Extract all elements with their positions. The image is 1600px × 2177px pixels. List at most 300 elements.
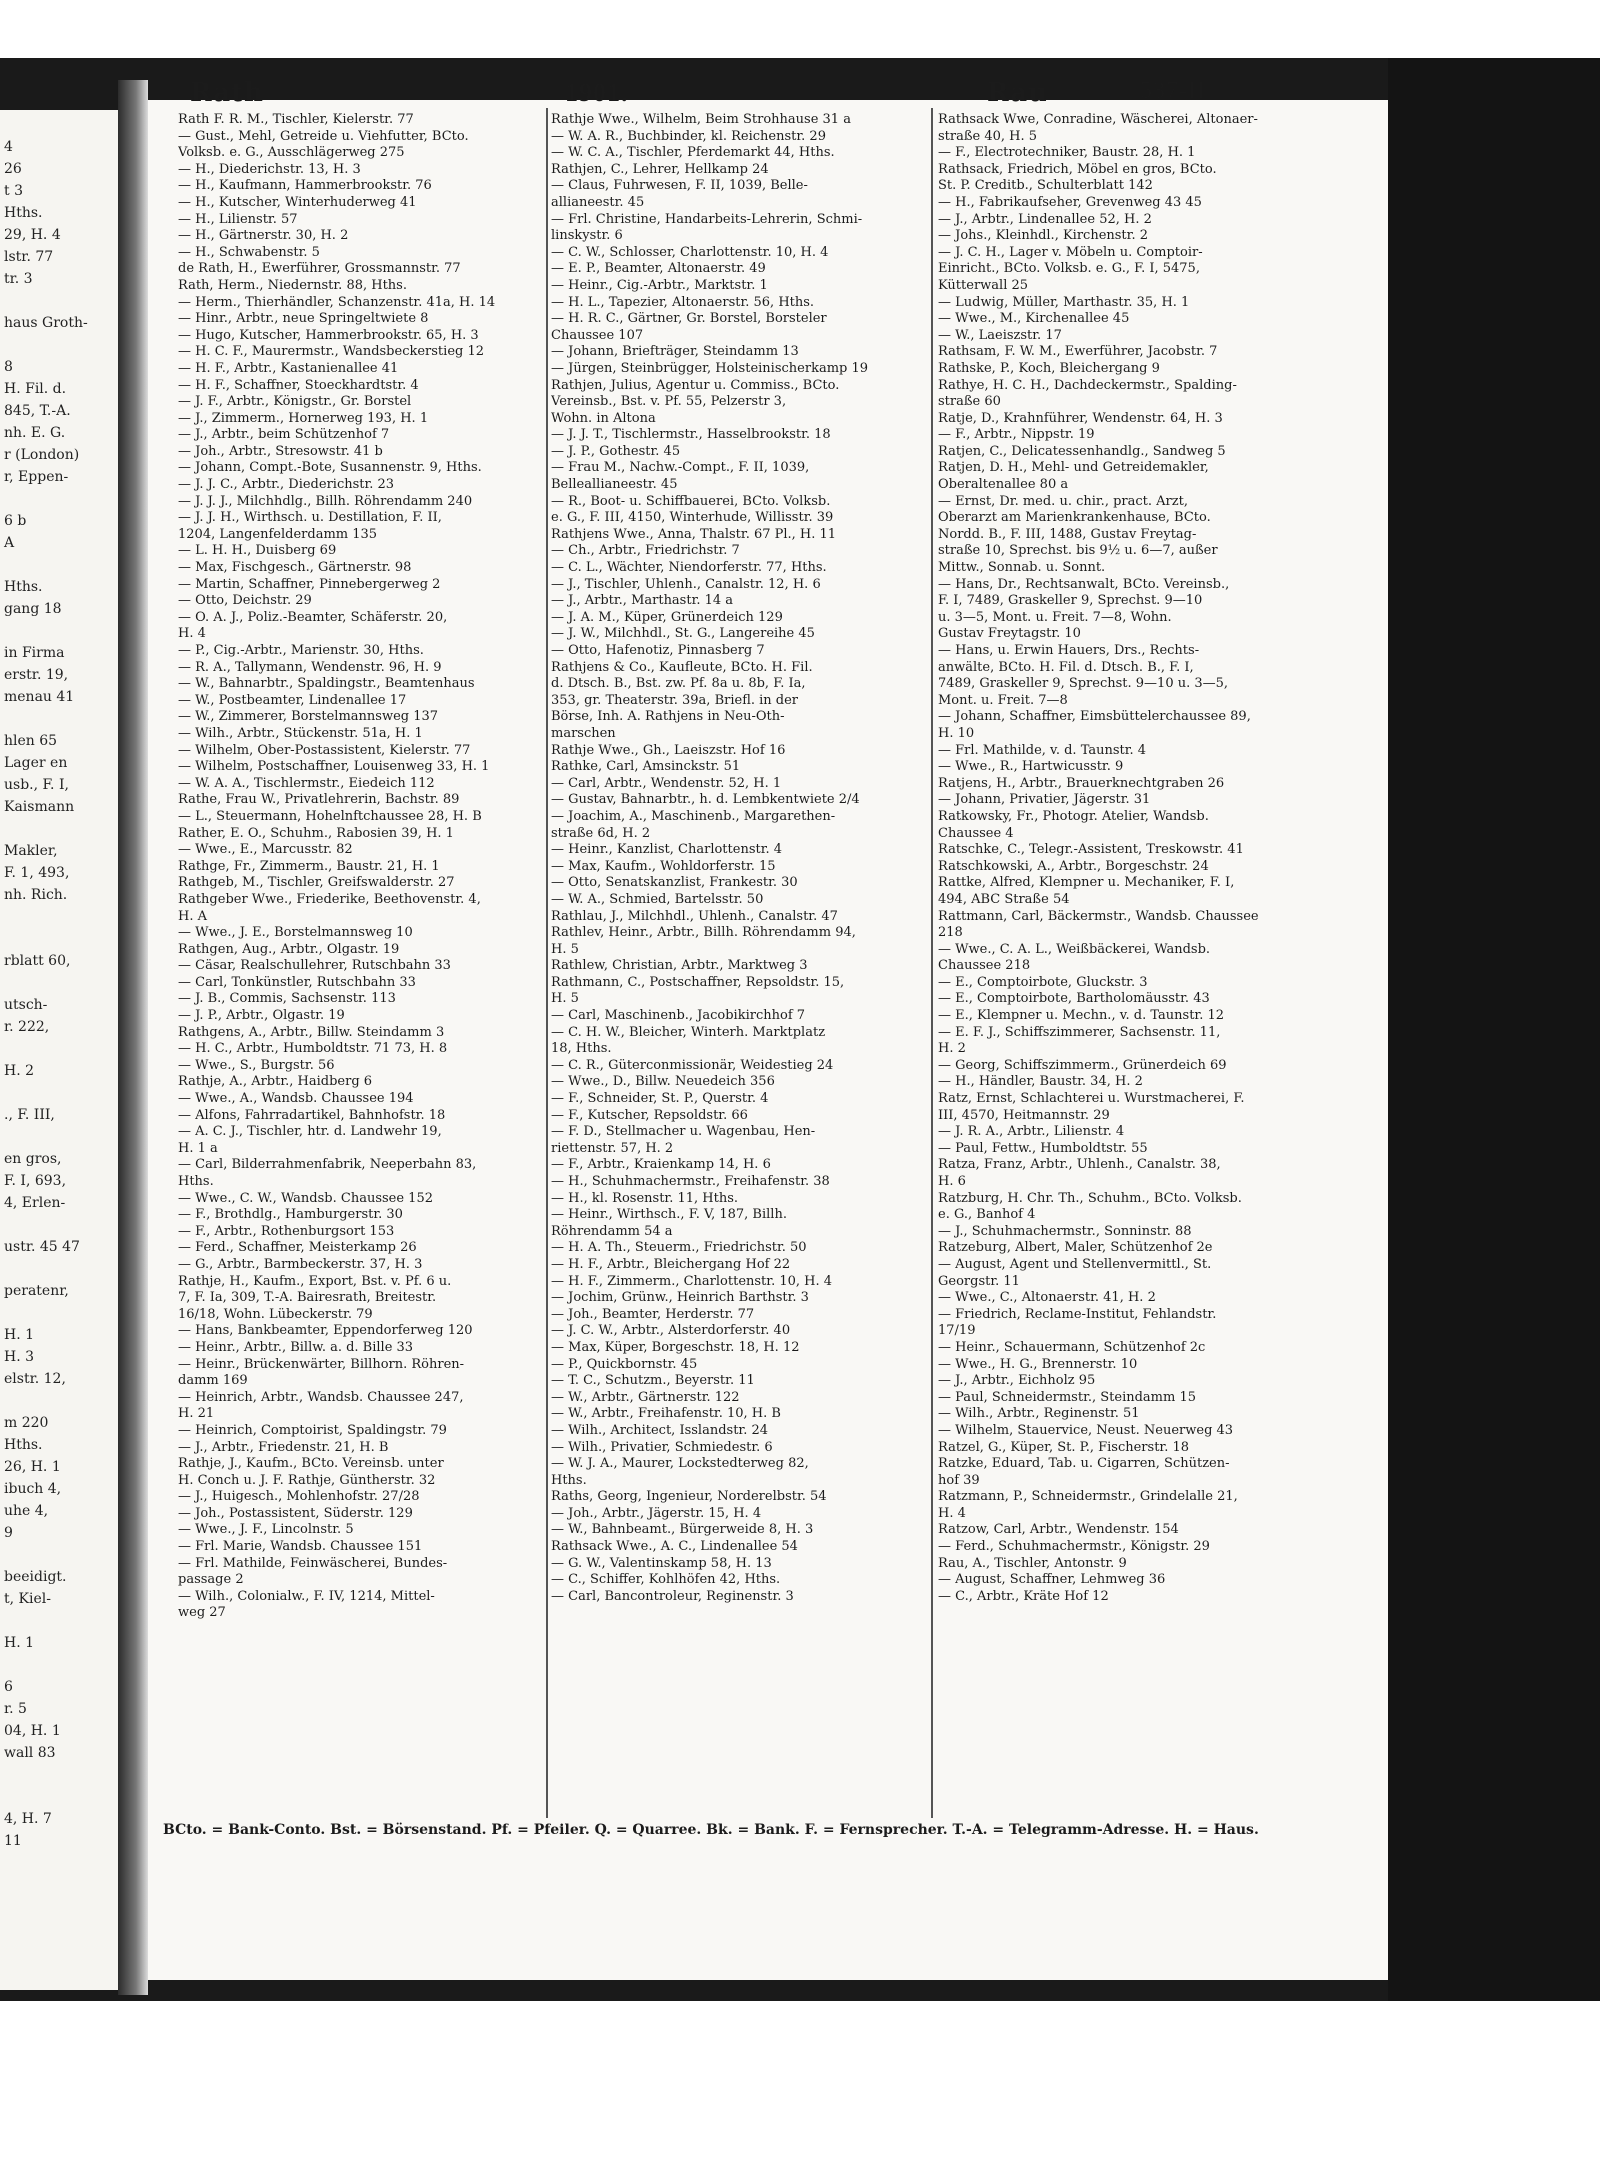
directory-entry: — Carl, Arbtr., Wendenstr. 52, H. 1 — [551, 775, 782, 791]
directory-entry: Rath F. R. M., Tischler, Kielerstr. 77 — [178, 112, 414, 127]
directory-entry: — O. A. J., Poliz.-Beamter, Schäferstr. 20, — [178, 609, 448, 625]
directory-entry: Rattke, Alfred, Klempner u. Mechaniker, F. I, — [938, 875, 1235, 891]
directory-entry: — W., Bahnarbtr., Spaldingstr., Beamtenhaus — [178, 676, 475, 692]
directory-entry: — Carl, Maschinenb., Jacobikirchhof 7 — [551, 1008, 806, 1024]
directory-entry: H. 21 — [178, 1406, 215, 1422]
directory-entry: — H., Diederichstr. 13, H. 3 — [178, 161, 361, 177]
directory-entry: straße 10, Sprechst. bis 9½ u. 6—7, außer — [938, 543, 1218, 559]
directory-entry: Oberarzt am Marienkrankenhause, BCto. — [938, 510, 1211, 526]
facing-page-fragment: nh. E. G. — [4, 425, 66, 441]
directory-entry: Ratz, Ernst, Schlachterei u. Wurstmacherei, F. — [938, 1091, 1245, 1107]
directory-entry: 7489, Graskeller 9, Sprechst. 9—10 u. 3—5, — [938, 676, 1229, 692]
facing-page-fragment: tr. 3 — [4, 271, 33, 287]
directory-entry: — C. H. W., Bleicher, Winterh. Marktplatz — [551, 1024, 826, 1040]
directory-entry: — F., Arbtr., Kraienkamp 14, H. 6 — [551, 1157, 771, 1173]
directory-entry: — Wilhelm, Stauervice, Neust. Neuerweg 43 — [938, 1422, 1234, 1438]
directory-entry: Chaussee 218 — [938, 958, 1031, 974]
right-dark-edge — [1388, 58, 1600, 2001]
directory-entry: — J. P., Gothestr. 45 — [551, 443, 681, 459]
directory-entry: H. 2 — [938, 1041, 966, 1057]
directory-entry: — E., Klempner u. Mechn., v. d. Taunstr. 12 — [938, 1008, 1225, 1024]
directory-entry: — Wwe., A., Wandsb. Chaussee 194 — [178, 1091, 414, 1107]
directory-entry: — R. A., Tallymann, Wendenstr. 96, H. 9 — [178, 659, 442, 675]
directory-entry: Rathjens & Co., Kaufleute, BCto. H. Fil. — [551, 659, 813, 675]
directory-entry: Rathke, Carl, Amsinckstr. 51 — [551, 759, 741, 775]
directory-entry: — H., Lilienstr. 57 — [178, 211, 298, 227]
directory-entry: — H. F., Arbtr., Bleichergang Hof 22 — [551, 1256, 791, 1272]
directory-entry: Rather, E. O., Schuhm., Rabosien 39, H. 1 — [178, 825, 454, 841]
facing-page-fragment: H. 1 — [4, 1327, 35, 1343]
facing-page-fragment: 8 — [4, 359, 13, 375]
directory-entry: — C., Schiffer, Kohlhöfen 42, Hths. — [551, 1572, 781, 1588]
directory-entry: — A. C. J., Tischler, htr. d. Landwehr 19, — [178, 1124, 442, 1140]
directory-entry: — Wilhelm, Ober-Postassistent, Kielerstr. 77 — [178, 742, 471, 758]
directory-entry: — Heinr., Schauermann, Schützenhof 2c — [938, 1339, 1206, 1355]
directory-entry: Rathgen, Aug., Arbtr., Olgastr. 19 — [178, 941, 400, 957]
directory-entry: Georgstr. 11 — [938, 1273, 1020, 1289]
directory-entry: damm 169 — [178, 1373, 248, 1389]
directory-entry: — Wwe., C., Altonaerstr. 41, H. 2 — [938, 1290, 1156, 1306]
directory-entry: — Wwe., H. G., Brennerstr. 10 — [938, 1356, 1138, 1372]
facing-page-fragment: hlen 65 — [4, 733, 58, 749]
directory-entry: — J., Arbtr., beim Schützenhof 7 — [178, 427, 390, 443]
directory-entry: — J. A. M., Küper, Grünerdeich 129 — [551, 609, 783, 625]
directory-entry: marschen — [551, 725, 616, 741]
directory-entry: — H., Schwabenstr. 5 — [178, 244, 320, 260]
directory-entry: — Wwe., J. E., Borstelmannsweg 10 — [178, 925, 413, 941]
header-year: 1901. — [565, 78, 629, 107]
directory-entry: Rathlew, Christian, Arbtr., Marktweg 3 — [551, 958, 808, 974]
directory-entry: Ratzmann, P., Schneidermstr., Grindelalle 21, — [938, 1489, 1238, 1505]
directory-entry: — Carl, Tonkünstler, Rutschbahn 33 — [178, 974, 416, 990]
directory-entry: 494, ABC Straße 54 — [938, 891, 1070, 907]
directory-entry: — F., Kutscher, Repsoldstr. 66 — [551, 1107, 748, 1123]
directory-entry: — Alfons, Fahrradartikel, Bahnhofstr. 18 — [178, 1107, 446, 1123]
directory-entry: — Gust., Mehl, Getreide u. Viehfutter, BCto. — [178, 128, 469, 144]
directory-entry: Rathsack Wwe., A. C., Lindenallee 54 — [551, 1539, 798, 1555]
directory-entry: straße 60 — [938, 394, 1001, 410]
directory-entry: — Otto, Hafenotiz, Pinnasberg 7 — [551, 643, 765, 658]
directory-entry: Rathje Wwe., Wilhelm, Beim Strohhause 31 a — [551, 112, 851, 127]
directory-entry: — Gustav, Bahnarbtr., h. d. Lembkentwiete 2/4 — [551, 792, 860, 808]
directory-entry: Ratje, D., Krahnführer, Wendenstr. 64, H. 3 — [938, 410, 1223, 426]
directory-entry: Rathe, Frau W., Privatlehrerin, Bachstr. 89 — [178, 792, 460, 808]
directory-entry: Rathgeb, M., Tischler, Greifswalderstr. 27 — [178, 875, 455, 891]
directory-entry: — G. W., Valentinskamp 58, H. 13 — [551, 1555, 772, 1571]
directory-entry: — Joh., Postassistent, Süderstr. 129 — [178, 1505, 413, 1521]
directory-entry: — Ludwig, Müller, Marthastr. 35, H. 1 — [938, 294, 1190, 310]
directory-entry: — Johann, Briefträger, Steindamm 13 — [551, 344, 799, 360]
facing-page-fragment: 26 — [4, 161, 22, 177]
directory-entry: — F., Arbtr., Rothenburgsort 153 — [178, 1223, 395, 1239]
directory-entry: e. G., F. III, 4150, Winterhude, Willisstr. 39 — [551, 510, 834, 526]
directory-entry: — J. R. A., Arbtr., Lilienstr. 4 — [938, 1124, 1125, 1140]
directory-entry: Gustav Freytagstr. 10 — [938, 626, 1081, 642]
directory-entry: Rathsack Wwe, Conradine, Wäscherei, Altonaer- — [938, 112, 1258, 127]
header-left: Rath — [190, 78, 264, 108]
directory-entry: — Wilhelm, Postschaffner, Louisenweg 33, H. 1 — [178, 759, 490, 775]
directory-entry: Chaussee 107 — [551, 327, 644, 343]
directory-entry: Ratzeburg, Albert, Maler, Schützenhof 2e — [938, 1240, 1213, 1256]
facing-page-fragment: H. Fil. d. — [4, 381, 67, 397]
directory-entry: Nordd. B., F. III, 1488, Gustav Freytag- — [938, 526, 1197, 542]
facing-page-fragment: t, Kiel- — [4, 1591, 51, 1607]
facing-page-fragment: H. 2 — [4, 1063, 35, 1079]
facing-page-fragment: Makler, — [4, 843, 58, 859]
directory-entry: — J., Schuhmachermstr., Sonninstr. 88 — [938, 1223, 1192, 1239]
directory-entry: — H. F., Schaffner, Stoeckhardtstr. 4 — [178, 377, 419, 393]
directory-entry: — Carl, Bilderrahmenfabrik, Neeperbahn 83, — [178, 1157, 477, 1173]
directory-entry: 1204, Langenfelderdamm 135 — [178, 526, 378, 542]
facing-page-fragment: wall 83 — [4, 1745, 56, 1761]
directory-entry: Vereinsb., Bst. v. Pf. 55, Pelzerstr 3, — [551, 394, 787, 410]
directory-entry: — Paul, Fettw., Humboldtstr. 55 — [938, 1140, 1148, 1156]
directory-entry: — Hans, u. Erwin Hauers, Drs., Rechts- — [938, 643, 1200, 658]
facing-page-fragment: 4 — [4, 139, 13, 155]
directory-entry: 16/18, Wohn. Lübeckerstr. 79 — [178, 1306, 373, 1322]
directory-entry: — C. W., Schlosser, Charlottenstr. 10, H. 4 — [551, 244, 829, 260]
directory-entry: Ratzow, Carl, Arbtr., Wendenstr. 154 — [938, 1522, 1179, 1538]
facing-page-fragment: utsch- — [4, 997, 48, 1013]
facing-page-fragment: t 3 — [4, 183, 23, 199]
directory-entry: — J. F., Arbtr., Königstr., Gr. Borstel — [178, 394, 412, 410]
facing-page-fragment: menau 41 — [4, 689, 75, 705]
directory-entry: Ratjen, C., Delicatessenhandlg., Sandweg 5 — [938, 443, 1226, 459]
directory-entry: — H., Gärtnerstr. 30, H. 2 — [178, 228, 349, 244]
facing-page-fragment: F. I, 693, — [4, 1173, 67, 1189]
directory-entry: Kütterwall 25 — [938, 277, 1029, 293]
directory-entry: — L. H. H., Duisberg 69 — [178, 543, 337, 559]
directory-entry: — Ferd., Schaffner, Meisterkamp 26 — [178, 1240, 417, 1256]
facing-page-fragment: in Firma — [4, 645, 65, 661]
directory-entry: — J. J. T., Tischlermstr., Hasselbrookstr. 18 — [551, 427, 831, 443]
facing-page-fragment: elstr. 12, — [4, 1371, 66, 1387]
directory-entry: Hths. — [551, 1472, 587, 1488]
directory-entry: — Georg, Schiffszimmerm., Grünerdeich 69 — [938, 1057, 1227, 1073]
directory-entry: Rattmann, Carl, Bäckermstr., Wandsb. Chaussee — [938, 908, 1259, 924]
directory-entry: — R., Boot- u. Schiffbauerei, BCto. Volksb. — [551, 493, 831, 509]
directory-entry: 17/19 — [938, 1323, 976, 1339]
directory-entry: — J. B., Commis, Sachsenstr. 113 — [178, 991, 396, 1007]
facing-page-fragment: lstr. 77 — [4, 249, 54, 265]
directory-entry: Rathsack, Friedrich, Möbel en gros, BCto. — [938, 161, 1217, 177]
column-3 — [938, 112, 1314, 1812]
directory-entry: — H., Fabrikaufseher, Grevenweg 43 45 — [938, 194, 1202, 210]
directory-entry: — W. A. A., Tischlermstr., Eiedeich 112 — [178, 775, 435, 791]
directory-entry: — Max, Kaufm., Wohldorferstr. 15 — [551, 858, 776, 874]
directory-entry: — Martin, Schaffner, Pinnebergerweg 2 — [178, 576, 441, 592]
directory-entry: Ratschke, C., Telegr.-Assistent, Treskowstr. 41 — [938, 842, 1244, 858]
directory-entry: — Hugo, Kutscher, Hammerbrookstr. 65, H. 3 — [178, 327, 479, 343]
directory-entry: — Wwe., D., Billw. Neuedeich 356 — [551, 1074, 775, 1090]
directory-entry: — Joachim, A., Maschinenb., Margarethen- — [551, 808, 836, 824]
directory-entry: Rau, A., Tischler, Antonstr. 9 — [938, 1555, 1127, 1571]
directory-entry: Ratjen, D. H., Mehl- und Getreidemakler, — [938, 460, 1209, 476]
directory-entry: — Hans, Dr., Rechtsanwalt, BCto. Vereinsb., — [938, 576, 1230, 592]
facing-page-fragment: 4, H. 7 — [4, 1811, 52, 1827]
directory-entry: Ratschkowski, A., Arbtr., Borgeschstr. 24 — [938, 858, 1209, 874]
directory-entry: Rathje, H., Kaufm., Export, Bst. v. Pf. 6 u. — [178, 1273, 452, 1289]
directory-entry: H. A — [178, 908, 207, 924]
directory-entry: d. Dtsch. B., Bst. zw. Pf. 8a u. 8b, F. Ia, — [551, 676, 806, 692]
directory-entry: — P., Cig.-Arbtr., Marienstr. 30, Hths. — [178, 643, 424, 658]
directory-entry: — W., Zimmerer, Borstelmannsweg 137 — [178, 709, 439, 725]
directory-entry: — W. A., Schmied, Bartelsstr. 50 — [551, 891, 764, 907]
directory-entry: — H. F., Zimmerm., Charlottenstr. 10, H. 4 — [551, 1273, 833, 1289]
directory-entry: — Heinr., Kanzlist, Charlottenstr. 4 — [551, 842, 783, 858]
directory-entry: Belleallianeestr. 45 — [551, 477, 678, 493]
directory-entry: — Heinr., Arbtr., Billw. a. d. Bille 33 — [178, 1339, 414, 1355]
directory-entry: — H. F., Arbtr., Kastanienallee 41 — [178, 360, 399, 376]
directory-entry: Volksb. e. G., Ausschlägerweg 275 — [178, 145, 405, 161]
facing-page-fragment: Hths. — [4, 205, 43, 221]
directory-entry: Ratzel, G., Küper, St. P., Fischerstr. 18 — [938, 1439, 1190, 1455]
facing-page-fragment: 6 b — [4, 513, 27, 529]
directory-entry: — W., Arbtr., Gärtnerstr. 122 — [551, 1389, 740, 1405]
directory-entry: Ratzke, Eduard, Tab. u. Cigarren, Schützen- — [938, 1456, 1230, 1472]
directory-entry: — F., Schneider, St. P., Querstr. 4 — [551, 1091, 769, 1107]
directory-entry: 18, Hths. — [551, 1041, 612, 1057]
directory-entry: — H., Kutscher, Winterhuderweg 41 — [178, 194, 417, 210]
facing-page-fragment: 26, H. 1 — [4, 1459, 61, 1475]
directory-entry: — J. C. W., Arbtr., Alsterdorferstr. 40 — [551, 1323, 791, 1339]
facing-page-fragment: F. 1, 493, — [4, 865, 70, 881]
directory-entry: — Wwe., J. F., Lincolnstr. 5 — [178, 1522, 354, 1538]
directory-entry: III, 4570, Heitmannstr. 29 — [938, 1107, 1110, 1123]
facing-page-fragment: beeidigt. — [4, 1569, 67, 1585]
directory-entry: — Jochim, Grünw., Heinrich Barthstr. 3 — [551, 1290, 809, 1306]
directory-entry: — Otto, Deichstr. 29 — [178, 593, 312, 609]
facing-page-fragment: usb., F. I, — [4, 777, 69, 793]
directory-entry: 353, gr. Theaterstr. 39a, Briefl. in der — [551, 692, 799, 708]
directory-entry: allianeestr. 45 — [551, 194, 645, 210]
directory-entry: — H., Händler, Baustr. 34, H. 2 — [938, 1074, 1143, 1090]
directory-entry: — Wilh., Arbtr., Stückenstr. 51a, H. 1 — [178, 725, 423, 741]
directory-entry: — Friedrich, Reclame-Institut, Fehlandstr. — [938, 1306, 1217, 1322]
directory-entry: — F., Arbtr., Nippstr. 19 — [938, 427, 1095, 443]
directory-entry: Rathje, A., Arbtr., Haidberg 6 — [178, 1074, 373, 1090]
facing-page-fragment: ustr. 45 47 — [4, 1239, 80, 1255]
directory-entry: — H., Schuhmachermstr., Freihafenstr. 38 — [551, 1174, 830, 1189]
directory-entry: — Wwe., S., Burgstr. 56 — [178, 1057, 335, 1073]
directory-entry: Rathjens Wwe., Anna, Thalstr. 67 Pl., H. 11 — [551, 526, 837, 542]
directory-entry: Röhrendamm 54 a — [551, 1223, 673, 1239]
facing-page-fragment: H. 1 — [4, 1635, 35, 1651]
facing-page-fragment: gang 18 — [4, 601, 62, 617]
directory-entry: Mittw., Sonnab. u. Sonnt. — [938, 560, 1106, 576]
directory-entry: — C. L., Wächter, Niendorferstr. 77, Hths. — [551, 560, 827, 576]
directory-entry: H. 1 a — [178, 1140, 218, 1156]
directory-entry: de Rath, H., Ewerführer, Grossmannstr. 77 — [178, 261, 461, 277]
directory-entry: — J. J. H., Wirthsch. u. Destillation, F. II, — [178, 510, 442, 526]
directory-entry: — J., Arbtr., Eichholz 95 — [938, 1373, 1096, 1389]
directory-entry: — J., Tischler, Uhlenh., Canalstr. 12, H. 6 — [551, 576, 821, 592]
facing-page-fragment: 9 — [4, 1525, 13, 1541]
directory-entry: Rathge, Fr., Zimmerm., Baustr. 21, H. 1 — [178, 858, 440, 874]
directory-entry: — Joh., Arbtr., Jägerstr. 15, H. 4 — [551, 1505, 762, 1521]
directory-entry: Oberaltenallee 80 a — [938, 477, 1069, 493]
directory-entry: — Claus, Fuhrwesen, F. II, 1039, Belle- — [551, 178, 808, 194]
directory-entry: — C. R., Güterconmissionär, Weidestieg 24 — [551, 1057, 834, 1073]
directory-entry: riettenstr. 57, H. 2 — [551, 1140, 674, 1156]
directory-entry: — Frl. Mathilde, v. d. Taunstr. 4 — [938, 742, 1147, 758]
directory-entry: — Otto, Senatskanzlist, Frankestr. 30 — [551, 875, 798, 891]
directory-entry: — F., Brothdlg., Hamburgerstr. 30 — [178, 1207, 403, 1223]
directory-entry: — W. C. A., Tischler, Pferdemarkt 44, Hths. — [551, 145, 835, 161]
facing-page-fragment: 6 — [4, 1679, 13, 1695]
facing-page-fragment: r. 5 — [4, 1701, 27, 1717]
facing-page-fragment: Kaismann — [4, 799, 75, 815]
directory-entry: linskystr. 6 — [551, 228, 623, 244]
directory-entry: — Herm., Thierhändler, Schanzenstr. 41a, H. 14 — [178, 294, 496, 310]
directory-entry: — J., Huigesch., Mohlenhofstr. 27/28 — [178, 1489, 420, 1505]
directory-entry: — Wwe., C. A. L., Weißbäckerei, Wandsb. — [938, 941, 1211, 957]
directory-entry: 218 — [938, 925, 963, 941]
directory-entry: — Johann, Compt.-Bote, Susannenstr. 9, Hths. — [178, 460, 482, 476]
directory-entry: — Max, Küper, Borgeschstr. 18, H. 12 — [551, 1339, 800, 1355]
directory-entry: — Wilh., Privatier, Schmiedestr. 6 — [551, 1439, 773, 1455]
directory-entry: — Frl. Mathilde, Feinwäscherei, Bundes- — [178, 1555, 448, 1571]
directory-entry: — H. C. F., Maurermstr., Wandsbeckerstieg 12 — [178, 344, 485, 360]
directory-entry: hof 39 — [938, 1472, 980, 1488]
directory-entry: — F. D., Stellmacher u. Wagenbau, Hen- — [551, 1124, 816, 1140]
directory-entry: — Wilh., Colonialw., F. IV, 1214, Mittel- — [178, 1588, 435, 1604]
directory-entry: — Heinrich, Arbtr., Wandsb. Chaussee 247, — [178, 1389, 464, 1405]
directory-entry: — Cäsar, Realschullehrer, Rutschbahn 33 — [178, 958, 451, 974]
facing-page-fragment: 4, Erlen- — [4, 1195, 66, 1211]
directory-entry: Einricht., BCto. Volksb. e. G., F. I, 5475, — [938, 261, 1200, 277]
directory-entry: — W., Laeiszstr. 17 — [938, 327, 1062, 343]
directory-entry: Rathye, H. C. H., Dachdeckermstr., Spalding- — [938, 377, 1237, 393]
directory-entry: Rathje Wwe., Gh., Laeiszstr. Hof 16 — [551, 742, 786, 758]
directory-entry: H. 10 — [938, 725, 975, 741]
directory-entry: — W. A. R., Buchbinder, kl. Reichenstr. 29 — [551, 128, 826, 144]
directory-entry: — J. W., Milchhdl., St. G., Langereihe 45 — [551, 626, 815, 642]
directory-entry: Börse, Inh. A. Rathjens in Neu-Oth- — [551, 709, 785, 725]
facing-page-fragment: peratenr, — [4, 1283, 69, 1299]
directory-entry: weg 27 — [178, 1605, 226, 1621]
directory-entry: — Ernst, Dr. med. u. chir., pract. Arzt, — [938, 493, 1188, 509]
directory-entry: — J., Arbtr., Marthastr. 14 a — [551, 593, 734, 609]
directory-entry: — Johann, Schaffner, Eimsbüttelerchaussee 89, — [938, 709, 1251, 725]
directory-entry: — C., Arbtr., Kräte Hof 12 — [938, 1588, 1109, 1604]
directory-entry: — W., Postbeamter, Lindenallee 17 — [178, 692, 407, 708]
directory-entry: anwälte, BCto. H. Fil. d. Dtsch. B., F. I, — [938, 659, 1194, 675]
facing-page-fragment: en gros, — [4, 1151, 62, 1167]
directory-entry: — J., Zimmerm., Hornerweg 193, H. 1 — [178, 410, 429, 426]
directory-entry: — H., Kaufmann, Hammerbrookstr. 76 — [178, 178, 432, 194]
facing-page-fragment: A — [4, 535, 15, 551]
facing-page-fragment: 04, H. 1 — [4, 1723, 61, 1739]
directory-entry: — Carl, Bancontroleur, Reginenstr. 3 — [551, 1588, 794, 1604]
directory-entry: H. 6 — [938, 1174, 966, 1189]
header-right: Rau — [987, 78, 1048, 108]
directory-entry: — W. J. A., Maurer, Lockstedterweg 82, — [551, 1456, 809, 1472]
directory-entry: H. 5 — [551, 941, 579, 957]
directory-entry: Rathgens, A., Arbtr., Billw. Steindamm 3 — [178, 1024, 445, 1040]
directory-entry: — Jürgen, Steinbrügger, Holsteinischerkamp 19 — [551, 360, 869, 376]
directory-entry: Wohn. in Altona — [551, 410, 656, 426]
directory-entry: 7, F. Ia, 309, T.-A. Bairesrath, Breitestr. — [178, 1290, 437, 1306]
book-gutter — [118, 80, 148, 1995]
facing-page-fragment: ., F. III, — [4, 1107, 55, 1123]
directory-entry: — J. C. H., Lager v. Möbeln u. Comptoir- — [938, 244, 1203, 260]
directory-entry: straße 6d, H. 2 — [551, 825, 651, 841]
directory-entry: — Wilh., Architect, Isslandstr. 24 — [551, 1422, 769, 1438]
directory-entry: straße 40, H. 5 — [938, 128, 1038, 144]
directory-entry: — J., Arbtr., Lindenallee 52, H. 2 — [938, 211, 1152, 227]
directory-entry: Rathmann, C., Postschaffner, Repsoldstr. 15, — [551, 974, 845, 990]
directory-entry: Rathlau, J., Milchhdl., Uhlenh., Canalstr. 47 — [551, 908, 838, 924]
column-2 — [551, 112, 927, 1812]
directory-entry: Rath, Herm., Niedernstr. 88, Hths. — [178, 277, 407, 293]
directory-entry: Ratjens, H., Arbtr., Brauerknechtgraben 26 — [938, 775, 1225, 791]
directory-entry: — W., Bahnbeamt., Bürgerweide 8, H. 3 — [551, 1522, 814, 1538]
directory-entry: — Frl. Christine, Handarbeits-Lehrerin, Schmi- — [551, 211, 863, 227]
directory-entry: — T. C., Schutzm., Beyerstr. 11 — [551, 1373, 755, 1389]
directory-entry: — Wilh., Arbtr., Reginenstr. 51 — [938, 1406, 1140, 1422]
directory-entry: — J., Arbtr., Friedenstr. 21, H. B — [178, 1439, 389, 1455]
directory-entry: — Wwe., C. W., Wandsb. Chaussee 152 — [178, 1190, 433, 1206]
directory-entry: — Joh., Arbtr., Stresowstr. 41 b — [178, 443, 383, 459]
directory-entry: Rathsam, F. W. M., Ewerführer, Jacobstr. 7 — [938, 344, 1218, 360]
directory-entry: — Johs., Kleinhdl., Kirchenstr. 2 — [938, 228, 1148, 244]
directory-entry: — Ch., Arbtr., Friedrichstr. 7 — [551, 543, 740, 559]
directory-entry: — Heinr., Wirthsch., F. V, 187, Billh. — [551, 1207, 787, 1223]
directory-entry: — J. P., Arbtr., Olgastr. 19 — [178, 1008, 345, 1024]
facing-page-fragment: r, Eppen- — [4, 469, 69, 485]
left-page-edge — [0, 110, 120, 1990]
facing-page-fragment: uhe 4, — [4, 1503, 49, 1519]
directory-entry: — P., Quickbornstr. 45 — [551, 1356, 698, 1372]
facing-page-fragment: m 220 — [4, 1415, 49, 1431]
page-number: 537-II — [1140, 78, 1206, 104]
directory-entry: Rathje, J., Kaufm., BCto. Vereinsb. unter — [178, 1456, 444, 1472]
directory-entry: Ratza, Franz, Arbtr., Uhlenh., Canalstr. 38, — [938, 1157, 1221, 1173]
facing-page-fragment: Lager en — [4, 755, 68, 771]
directory-entry: — Frl. Marie, Wandsb. Chaussee 151 — [178, 1539, 423, 1555]
directory-entry: — H. A. Th., Steuerm., Friedrichstr. 50 — [551, 1240, 807, 1256]
directory-entry: — Joh., Beamter, Herderstr. 77 — [551, 1306, 755, 1322]
directory-entry: — J. J. J., Milchhdlg., Billh. Röhrendamm 240 — [178, 493, 473, 509]
directory-entry: — Frau M., Nachw.-Compt., F. II, 1039, — [551, 460, 810, 476]
directory-entry: — Paul, Schneidermstr., Steindamm 15 — [938, 1389, 1197, 1405]
facing-page-fragment: r (London) — [4, 447, 80, 463]
directory-entry: — E. P., Beamter, Altonaerstr. 49 — [551, 261, 766, 277]
directory-entry: — Max, Fischgesch., Gärtnerstr. 98 — [178, 560, 412, 576]
directory-entry: Rathlev, Heinr., Arbtr., Billh. Röhrendamm 94, — [551, 925, 856, 941]
directory-entry: Raths, Georg, Ingenieur, Norderelbstr. 54 — [551, 1489, 827, 1505]
directory-entry: — H. L., Tapezier, Altonaerstr. 56, Hths. — [551, 294, 815, 310]
facing-page-fragment: erstr. 19, — [4, 667, 69, 683]
directory-entry: H. Conch u. J. F. Rathje, Güntherstr. 32 — [178, 1472, 436, 1488]
directory-entry: — W., Arbtr., Freihafenstr. 10, H. B — [551, 1406, 781, 1422]
directory-entry: Rathske, P., Koch, Bleichergang 9 — [938, 360, 1160, 376]
directory-entry: — Johann, Privatier, Jägerstr. 31 — [938, 792, 1151, 808]
directory-entry: St. P. Creditb., Schulterblatt 142 — [938, 178, 1153, 194]
abbreviation-legend: BCto. = Bank-Conto. Bst. = Börsenstand. Pf. = Pfeiler. Q. = Quarree. Bk. = Bank. F. = Fernsprecher. T.-A. = Telegramm-Adresse. H. = Haus. — [163, 1822, 1259, 1838]
facing-page-fragment: 29, H. 4 — [4, 227, 61, 243]
directory-entry: Hths. — [178, 1174, 214, 1189]
directory-entry: — Wwe., M., Kirchenallee 45 — [938, 311, 1130, 327]
directory-entry: e. G., Banhof 4 — [938, 1207, 1036, 1223]
facing-page-fragment: ibuch 4, — [4, 1481, 62, 1497]
directory-entry: — G., Arbtr., Barmbeckerstr. 37, H. 3 — [178, 1256, 423, 1272]
facing-page-fragment: haus Groth- — [4, 315, 88, 331]
directory-entry: H. 4 — [178, 626, 206, 642]
facing-page-fragment: r. 222, — [4, 1019, 50, 1035]
facing-page-fragment: Hths. — [4, 1437, 43, 1453]
